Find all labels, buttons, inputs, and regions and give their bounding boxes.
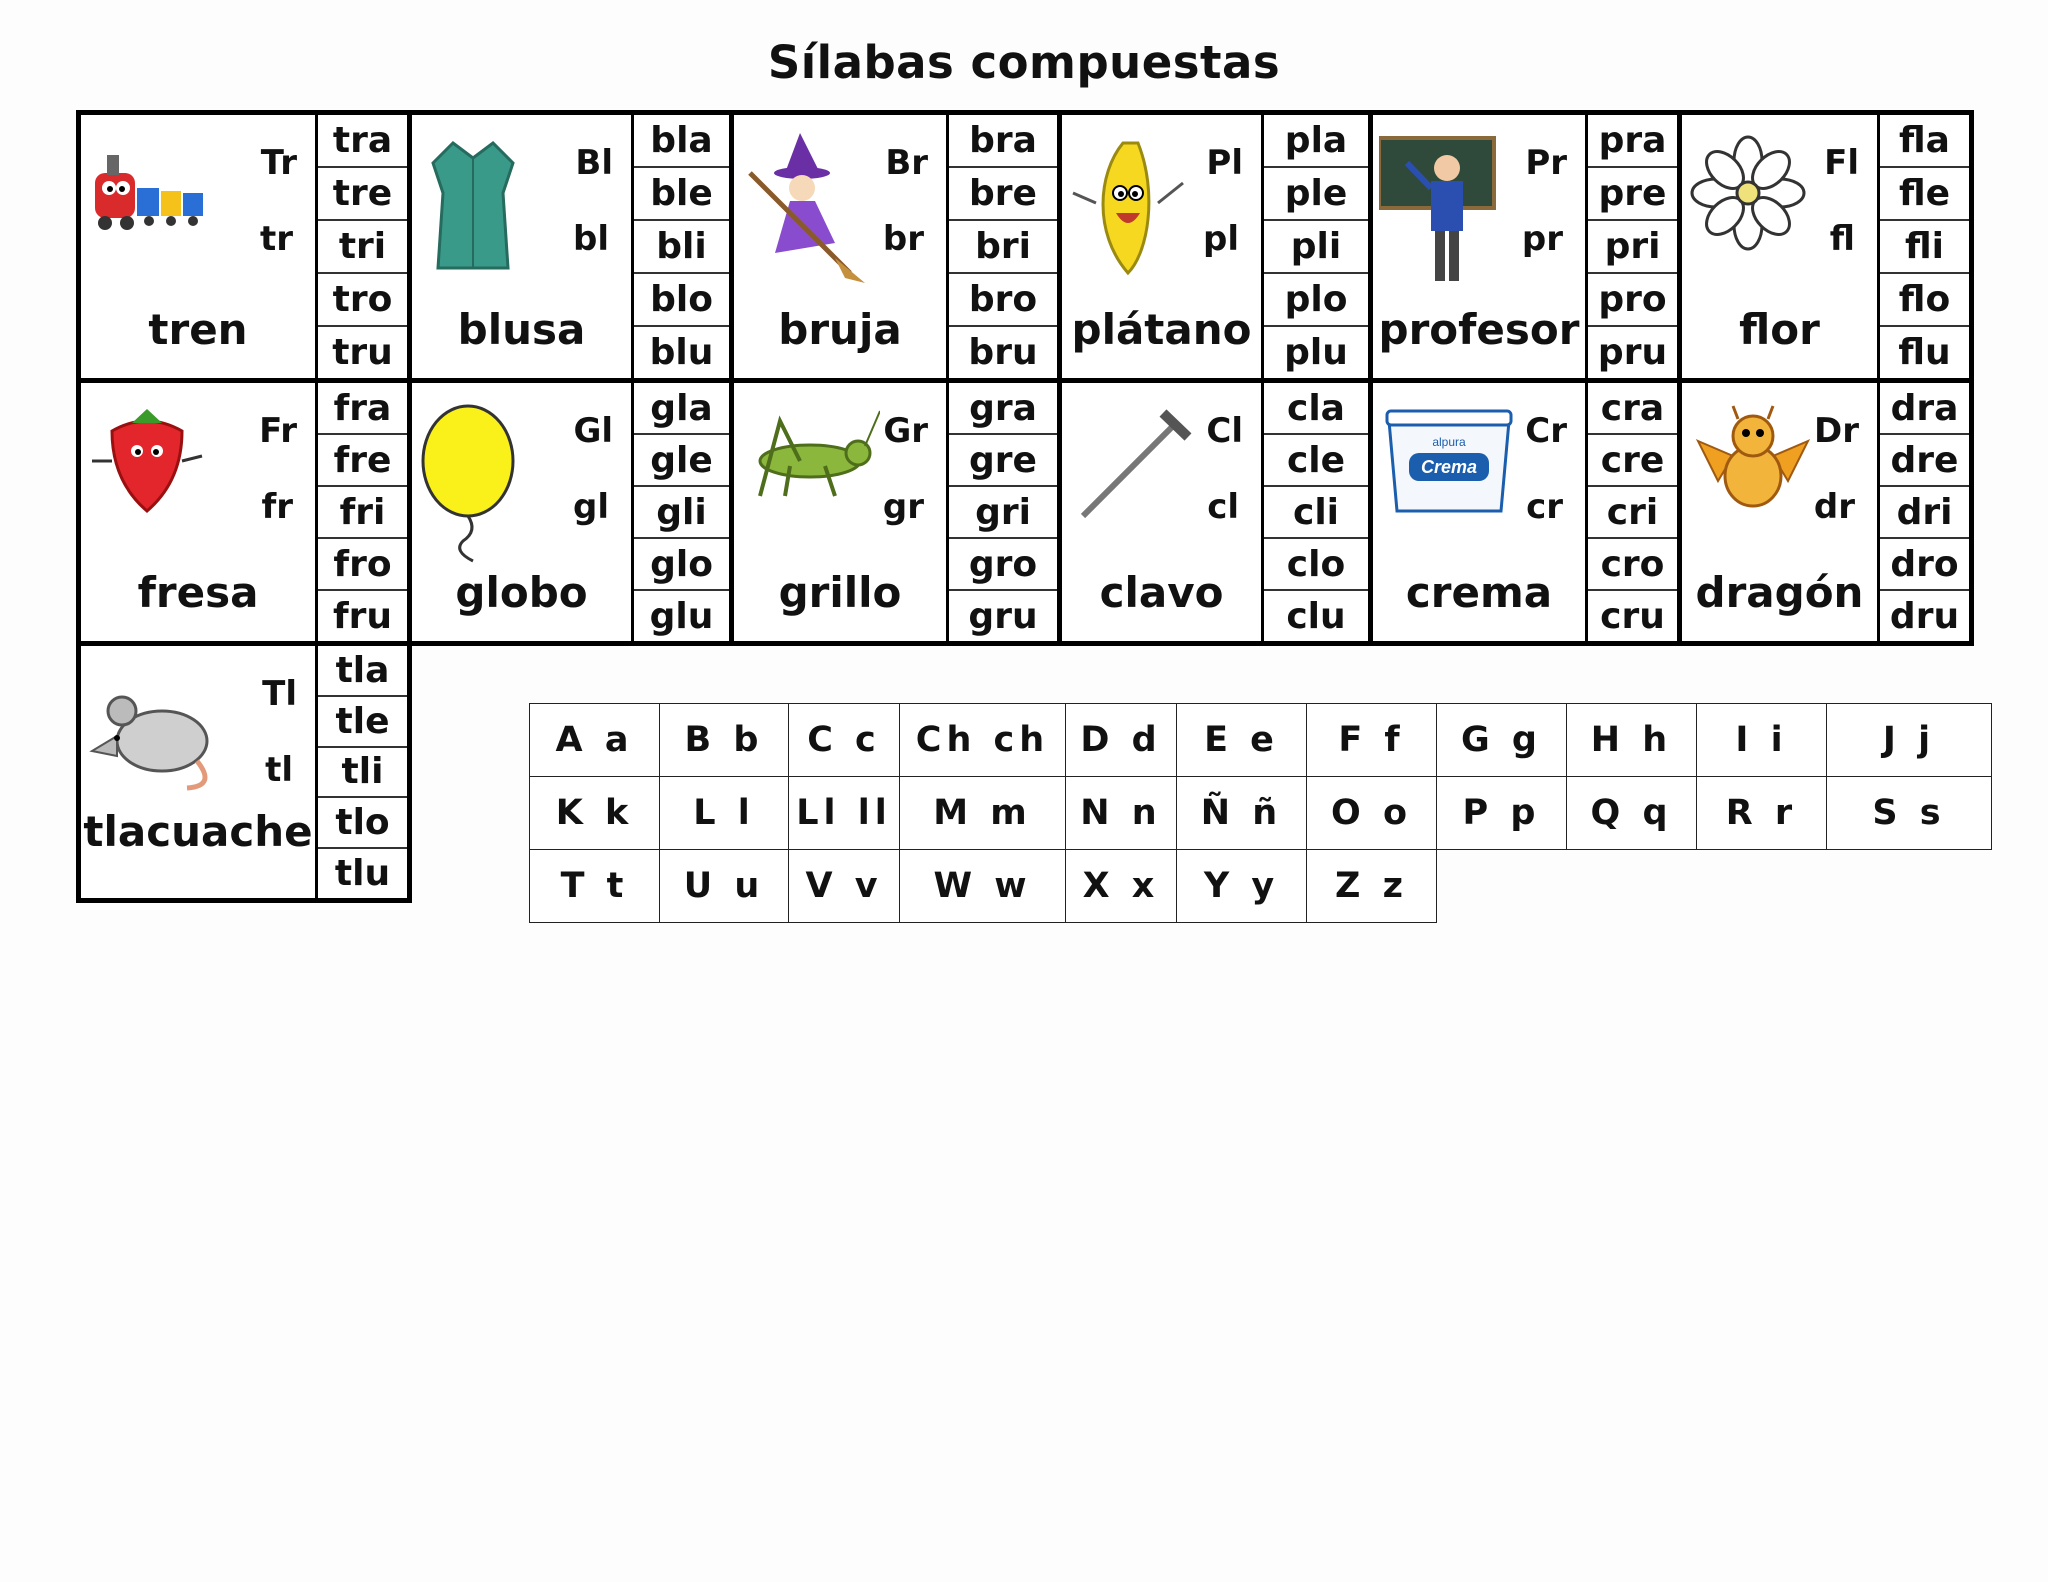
card-word: profesor (1378, 305, 1580, 354)
syllable-cell: pra (1598, 120, 1667, 161)
alphabet-row (530, 777, 1992, 850)
card-word: tren (148, 305, 248, 354)
syllable-card (76, 110, 412, 383)
lowercase-blend: bl (573, 219, 609, 259)
syllable-cell: fli (1880, 219, 1969, 272)
syllable-cell: plu (1264, 325, 1368, 378)
picture-panel (81, 383, 318, 641)
syllable-cell: clu (1264, 589, 1368, 641)
syllable-cell: cri (1588, 485, 1677, 537)
syllable-cell: dra (1890, 387, 1959, 429)
syllable-cell: pru (1588, 325, 1677, 378)
alphabet-cell: K k (530, 777, 660, 850)
syllable-cell: tlu (318, 847, 407, 898)
dragon-icon (1688, 401, 1818, 525)
syllable-cell: flu (1880, 325, 1969, 378)
uppercase-blend: Br (885, 143, 928, 183)
syllable-column (634, 115, 729, 378)
alphabet-cell: W w (900, 850, 1066, 923)
syllable-cell: gra (969, 387, 1037, 429)
card-word: grillo (778, 568, 902, 617)
syllable-cell: fle (1880, 166, 1969, 219)
alphabet-cell: O o (1307, 777, 1437, 850)
teacher-icon (1379, 133, 1509, 297)
picture-panel (1682, 383, 1880, 641)
page-title: Sílabas compuestas (767, 36, 1281, 89)
alphabet-cell: B b (660, 704, 789, 777)
alphabet-cell: Y y (1177, 850, 1307, 923)
syllable-cell: fra (333, 387, 392, 429)
lowercase-blend: gl (573, 487, 609, 527)
card-word: globo (455, 568, 588, 617)
empty-cell (1437, 850, 1567, 923)
syllable-column (949, 115, 1057, 378)
uppercase-blend: Gr (883, 411, 928, 451)
syllable-cell: dre (1880, 433, 1969, 485)
strawberry-icon (87, 401, 207, 525)
syllable-cell: gla (650, 387, 713, 429)
syllable-cell: gre (949, 433, 1057, 485)
picture-panel (1373, 383, 1588, 641)
syllable-cell: dro (1880, 537, 1969, 589)
card-word: bruja (778, 305, 902, 354)
card-word: crema (1405, 568, 1553, 617)
syllable-cell: cro (1588, 537, 1677, 589)
lowercase-blend: pr (1521, 219, 1563, 259)
syllable-card (729, 378, 1062, 646)
syllable-cell: pre (1588, 166, 1677, 219)
alphabet-cell: Ll ll (789, 777, 900, 850)
picture-panel (1373, 115, 1588, 378)
syllable-card (76, 378, 412, 646)
syllable-cell: flo (1880, 272, 1969, 325)
picture-panel (1682, 115, 1880, 378)
alphabet-cell: C c (789, 704, 900, 777)
alphabet-cell: X x (1066, 850, 1177, 923)
alphabet-cell: G g (1437, 704, 1567, 777)
syllable-column (318, 646, 407, 898)
syllable-cell: dri (1880, 485, 1969, 537)
syllable-column (949, 383, 1057, 641)
syllable-cell: tra (332, 120, 393, 161)
syllable-card (1057, 110, 1373, 383)
syllable-card (1368, 378, 1682, 646)
syllable-cell: pri (1588, 219, 1677, 272)
alphabet-cell: U u (660, 850, 789, 923)
syllable-cell: tla (335, 649, 390, 691)
cream-label: Crema (1420, 457, 1478, 477)
empty-cell (1697, 850, 1827, 923)
cream-tub-icon (1379, 401, 1519, 525)
flower-icon (1688, 133, 1808, 257)
cream-brand: alpura (1432, 435, 1466, 449)
syllable-cell: pro (1588, 272, 1677, 325)
lowercase-blend: gr (882, 487, 924, 527)
lowercase-blend: br (882, 219, 924, 259)
picture-panel (1062, 115, 1264, 378)
empty-cell (1827, 850, 1992, 923)
syllable-card (1677, 378, 1974, 646)
syllable-cell: bro (949, 272, 1057, 325)
syllable-column (318, 115, 407, 378)
syllable-card (1677, 110, 1974, 383)
syllable-cell: cli (1264, 485, 1368, 537)
lowercase-blend: pl (1203, 219, 1239, 259)
lowercase-blend: tr (259, 219, 293, 259)
witch-icon (740, 133, 870, 287)
uppercase-blend: Tr (260, 143, 297, 183)
picture-panel (412, 115, 634, 378)
blouse-icon (418, 133, 528, 287)
lowercase-blend: fl (1829, 219, 1855, 259)
syllable-column (1588, 115, 1677, 378)
syllable-card (407, 110, 734, 383)
alphabet-cell: Ñ ñ (1177, 777, 1307, 850)
picture-panel (734, 115, 949, 378)
syllable-cell: blu (634, 325, 729, 378)
picture-panel (81, 115, 318, 378)
card-word: tlacuache (83, 807, 313, 856)
opossum-icon (87, 676, 217, 800)
alphabet-row (530, 850, 1992, 923)
syllable-column (1880, 115, 1969, 378)
alphabet-cell: Z z (1307, 850, 1437, 923)
uppercase-blend: Tl (262, 674, 297, 714)
syllable-cell: fla (1899, 120, 1950, 161)
syllable-cell: bre (949, 166, 1057, 219)
uppercase-blend: Cl (1206, 411, 1243, 451)
alphabet-cell: P p (1437, 777, 1567, 850)
alphabet-table (529, 703, 1992, 923)
alphabet-cell: S s (1827, 777, 1992, 850)
alphabet-row (530, 704, 1992, 777)
syllable-cell: bli (634, 219, 729, 272)
picture-panel (1062, 383, 1264, 641)
syllable-cell: tro (318, 272, 407, 325)
lowercase-blend: cl (1207, 487, 1239, 527)
syllable-cell: tri (318, 219, 407, 272)
card-word: dragón (1695, 568, 1864, 617)
alphabet-cell: M m (900, 777, 1066, 850)
syllable-cell: blo (634, 272, 729, 325)
banana-icon (1068, 133, 1188, 287)
syllable-cell: cra (1600, 387, 1665, 429)
syllable-card (407, 378, 734, 646)
uppercase-blend: Fr (259, 411, 297, 451)
alphabet-cell: J j (1827, 704, 1992, 777)
alphabet-cell: H h (1567, 704, 1697, 777)
card-word: flor (1739, 305, 1820, 354)
uppercase-blend: Cr (1525, 411, 1567, 451)
syllable-cell: ple (1264, 166, 1368, 219)
alphabet-cell: N n (1066, 777, 1177, 850)
syllable-card (76, 641, 412, 903)
syllable-cell: gle (634, 433, 729, 485)
syllable-cell: bru (949, 325, 1057, 378)
alphabet-cell: F f (1307, 704, 1437, 777)
syllable-cell: bri (949, 219, 1057, 272)
syllable-cell: glo (634, 537, 729, 589)
syllable-cell: tlo (318, 796, 407, 847)
uppercase-blend: Pr (1525, 143, 1567, 183)
alphabet-cell: Q q (1567, 777, 1697, 850)
syllable-column (1880, 383, 1969, 641)
alphabet-cell: D d (1066, 704, 1177, 777)
picture-panel (412, 383, 634, 641)
uppercase-blend: Gl (573, 411, 613, 451)
alphabet-cell: V v (789, 850, 900, 923)
syllable-cell: tle (318, 695, 407, 746)
syllable-cell: plo (1264, 272, 1368, 325)
syllable-cell: bra (969, 120, 1037, 161)
card-word: plátano (1071, 305, 1252, 354)
syllable-column (318, 383, 407, 641)
syllable-cell: glu (634, 589, 729, 641)
syllable-cell: fre (318, 433, 407, 485)
picture-panel (734, 383, 949, 641)
alphabet-cell: E e (1177, 704, 1307, 777)
syllable-cell: tru (318, 325, 407, 378)
uppercase-blend: Pl (1206, 143, 1243, 183)
syllable-card (1368, 110, 1682, 383)
alphabet-cell: Ch ch (900, 704, 1066, 777)
uppercase-blend: Dr (1814, 411, 1859, 451)
syllable-cell: cla (1287, 387, 1345, 429)
empty-cell (1567, 850, 1697, 923)
syllable-cell: gri (949, 485, 1057, 537)
syllable-cell: cle (1264, 433, 1368, 485)
syllable-cell: fri (318, 485, 407, 537)
syllable-column (1588, 383, 1677, 641)
syllable-cell: cru (1588, 589, 1677, 641)
syllable-card (1057, 378, 1373, 646)
alphabet-cell: L l (660, 777, 789, 850)
syllable-column (634, 383, 729, 641)
cricket-icon (740, 401, 880, 515)
syllable-cell: ble (634, 166, 729, 219)
syllable-cell: gli (634, 485, 729, 537)
lowercase-blend: fr (261, 487, 293, 527)
syllable-cell: gro (949, 537, 1057, 589)
syllable-cell: dru (1880, 589, 1969, 641)
syllable-column (1264, 383, 1368, 641)
card-word: blusa (457, 305, 586, 354)
card-word: clavo (1099, 568, 1224, 617)
syllable-cell: tre (318, 166, 407, 219)
picture-panel (81, 646, 318, 898)
syllable-cell: pli (1264, 219, 1368, 272)
alphabet-cell: I i (1697, 704, 1827, 777)
uppercase-blend: Fl (1824, 143, 1859, 183)
lowercase-blend: tl (265, 750, 293, 790)
balloon-icon (418, 401, 528, 575)
lowercase-blend: dr (1813, 487, 1855, 527)
alphabet-cell: T t (530, 850, 660, 923)
syllable-cell: fru (318, 589, 407, 641)
syllable-cell: pla (1284, 120, 1348, 161)
syllable-cell: fro (318, 537, 407, 589)
syllable-cell: gru (949, 589, 1057, 641)
syllable-cell: tli (318, 746, 407, 797)
syllable-cell: clo (1264, 537, 1368, 589)
train-icon (87, 133, 207, 247)
card-word: fresa (137, 568, 259, 617)
lowercase-blend: cr (1526, 487, 1563, 527)
syllable-column (1264, 115, 1368, 378)
syllable-cell: bla (650, 120, 713, 161)
syllable-card (729, 110, 1062, 383)
alphabet-cell: A a (530, 704, 660, 777)
alphabet-cell: R r (1697, 777, 1827, 850)
nail-icon (1068, 401, 1198, 535)
uppercase-blend: Bl (575, 143, 613, 183)
syllable-cell: cre (1588, 433, 1677, 485)
